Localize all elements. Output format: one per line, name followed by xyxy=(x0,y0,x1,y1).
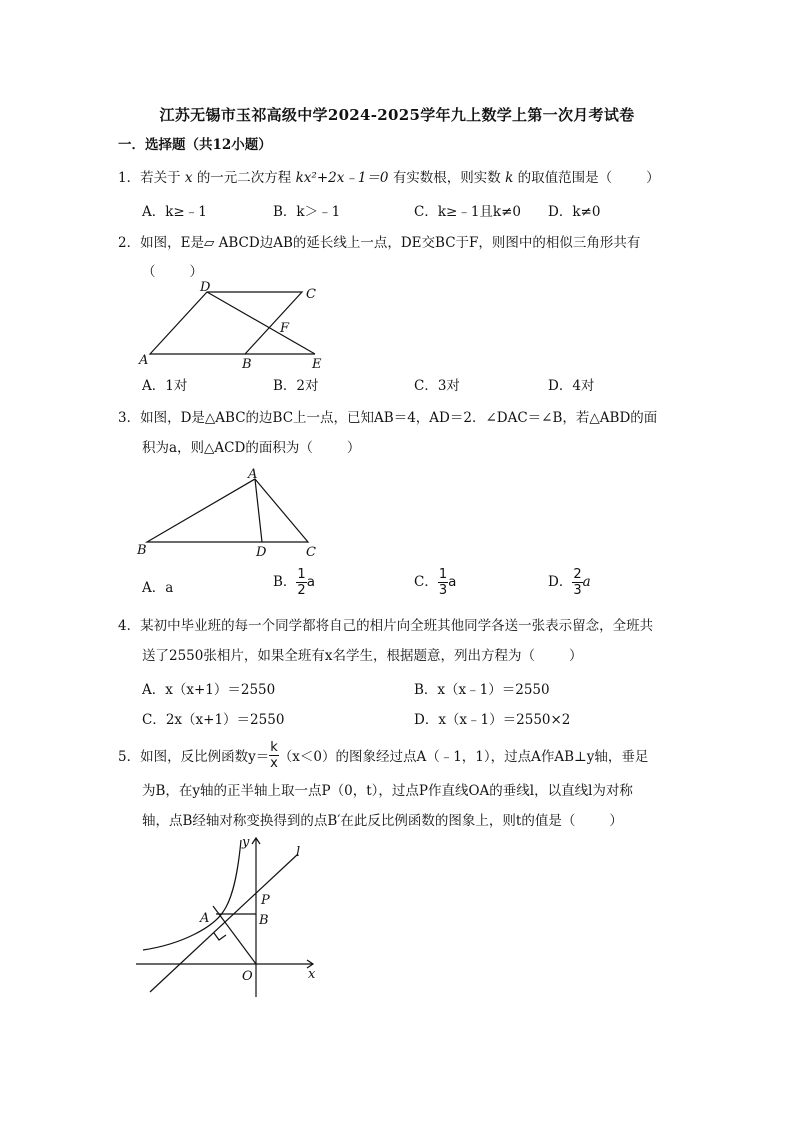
q2-option-d[interactable]: D．4对 xyxy=(548,378,595,394)
q3-option-b[interactable]: B． $\frac{1}{2}$ a xyxy=(273,567,315,598)
q2-parallelogram-figure xyxy=(130,278,340,373)
q1-option-d[interactable]: D．k≠0 xyxy=(548,204,601,220)
label-f: F xyxy=(280,321,290,336)
label-c: C xyxy=(306,545,316,560)
label-b: B xyxy=(259,913,269,928)
q5-coordinate-figure xyxy=(128,832,328,1002)
question-5-line2: 为B，在y轴的正半轴上取一点P（0，t），过点P作直线OA的垂线l，以直线l为对称 xyxy=(142,783,633,799)
question-2-paren: （ ） xyxy=(142,264,203,280)
q4-option-a[interactable]: A．x（x+1）＝2550 xyxy=(142,682,276,698)
section-heading: 一．选择题（共12小题） xyxy=(118,137,272,153)
q2-option-a[interactable]: A．1对 xyxy=(142,378,188,394)
label-a: A xyxy=(200,911,210,926)
label-b: B xyxy=(242,357,252,372)
triangle-abc xyxy=(147,479,308,542)
exam-title: 江苏无锡市玉祁高级中学2024-2025学年九上数学上第一次月考试卷 xyxy=(159,106,635,124)
label-e: E xyxy=(312,357,322,372)
question-5: 5．如图，反比例函数y＝ $\frac{k}{x}$ （x＜0）的图象经过点A（﹣1，1），过点A作AB⊥y轴，垂足 xyxy=(118,739,649,771)
q1-text: ） xyxy=(646,170,660,186)
q1-text: 1．若关于 xyxy=(118,170,181,186)
line-l xyxy=(150,854,298,992)
question-4-line2: 送了2550张相片，如果全班有x名学生，根据题意，列出方程为（ ） xyxy=(142,648,583,664)
q1-text: 的取值范围是（ xyxy=(517,170,613,186)
q2-option-c[interactable]: C．3对 xyxy=(414,378,460,394)
label-y: y xyxy=(242,835,250,850)
question-5-line3: 轴，点B经轴对称变换得到的点B′在此反比例函数的图象上，则t的值是（ ） xyxy=(142,813,623,829)
q1-option-b[interactable]: B．k＞﹣1 xyxy=(273,204,341,220)
label-p: P xyxy=(261,893,270,908)
question-3-line2: 积为a，则△ACD的面积为（ ） xyxy=(142,440,361,456)
q4-option-b[interactable]: B．x（x﹣1）＝2550 xyxy=(414,682,550,698)
q1-text: 的一元二次方程 xyxy=(196,170,292,186)
hyperbola-curve xyxy=(143,840,241,950)
q1-option-c[interactable]: C．k≥﹣1且k≠0 xyxy=(414,204,521,220)
label-a: A xyxy=(139,353,149,368)
question-1 xyxy=(118,166,660,186)
line-de xyxy=(207,292,315,354)
q1-text: 有实数根，则实数 xyxy=(392,170,501,186)
label-o: O xyxy=(242,969,253,984)
label-a: A xyxy=(248,467,258,482)
q3-option-a[interactable]: A．a xyxy=(142,580,174,596)
q2-option-b[interactable]: B．2对 xyxy=(273,378,319,394)
label-b: B xyxy=(137,543,147,558)
q3-option-d[interactable]: D． $\frac{2}{3}$ a xyxy=(548,567,591,598)
right-angle-mark xyxy=(214,933,226,940)
label-d: D xyxy=(256,545,267,560)
line-oa xyxy=(213,906,256,964)
question-4: 4．某初中毕业班的每一个同学都将自己的相片向全班其他同学各送一张表示留念，全班共 xyxy=(118,618,654,634)
q1-equation: kx²+2x﹣1＝0 xyxy=(295,170,389,186)
q1-var: x xyxy=(184,170,193,186)
q4-option-c[interactable]: C．2x（x+1）＝2550 xyxy=(142,712,285,728)
label-x: x xyxy=(308,967,316,982)
question-3: 3．如图，D是△ABC的边BC上一点，已知AB＝4，AD＝2．∠DAC＝∠B，若△ABD的面 xyxy=(118,410,658,426)
label-c: C xyxy=(306,287,316,302)
q1-var: k xyxy=(505,170,514,186)
line-ad xyxy=(255,479,262,542)
label-l: l xyxy=(296,845,301,860)
q3-triangle-figure xyxy=(130,462,330,562)
question-2: 2．如图，E是▱ ABCD边AB的延长线上一点，DE交BC于F，则图中的相似三角形共有 xyxy=(118,235,641,251)
q1-option-a[interactable]: A．k≥﹣1 xyxy=(142,204,207,220)
label-d: D xyxy=(200,280,211,295)
q3-option-c[interactable]: C． $\frac{1}{3}$ a xyxy=(414,567,457,598)
q4-option-d[interactable]: D．x（x﹣1）＝2550×2 xyxy=(414,712,571,728)
